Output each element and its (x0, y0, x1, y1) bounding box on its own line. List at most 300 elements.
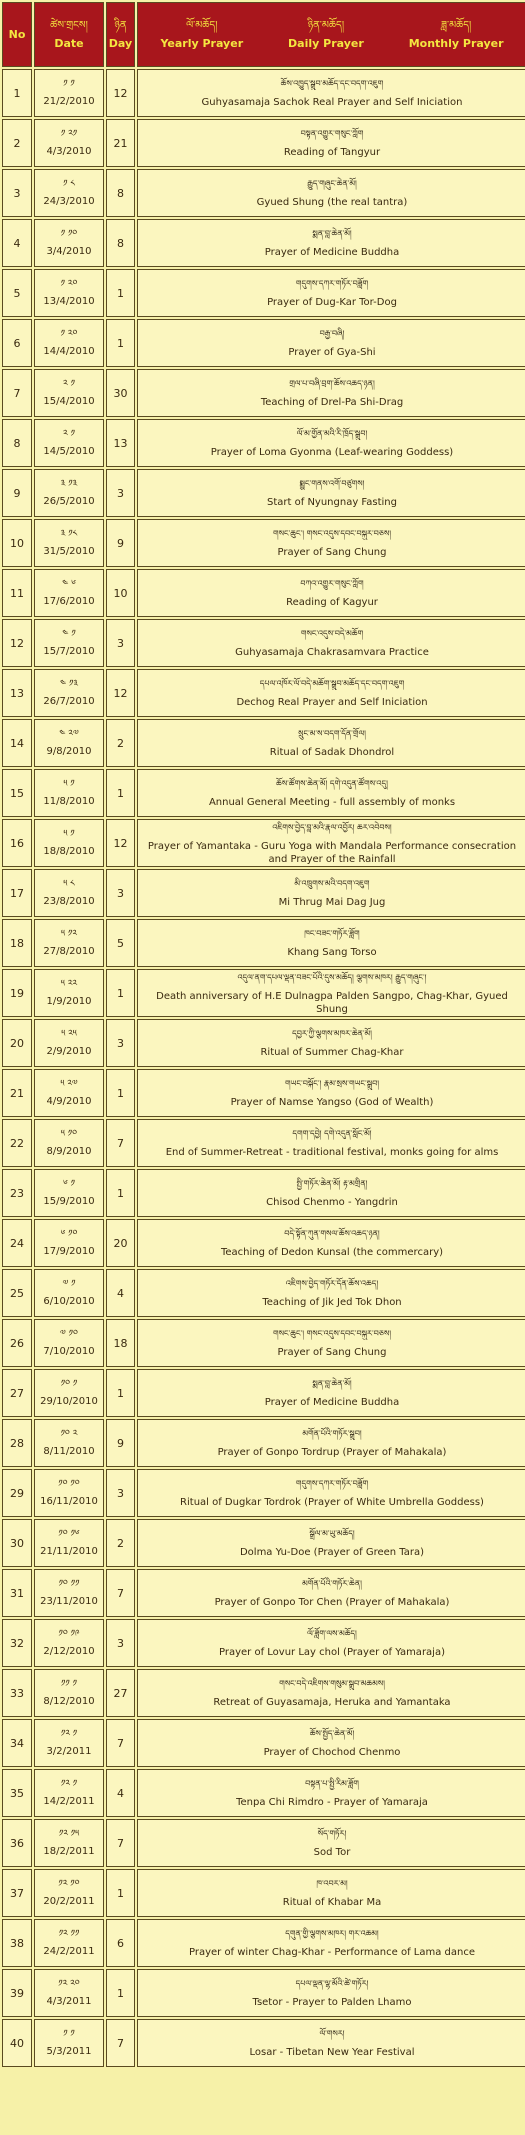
row-date (34, 1719, 104, 1767)
row-date (34, 319, 104, 367)
header-row (2, 2, 525, 67)
row-days: 8 (106, 219, 135, 267)
row-prayer (137, 1669, 525, 1717)
row-western-date: 5/3/2011 (46, 2046, 92, 2057)
row-prayer-english: Teaching of Dedon Kunsal (the commercary) (220, 1247, 444, 1258)
row-tibetan-date: ༡༢ ༡ (60, 1779, 78, 1789)
row-days: 1 (106, 1369, 135, 1417)
row-tibetan-date: ༡ ༡༠ (60, 229, 78, 239)
row-western-date: 2/9/2010 (46, 1046, 92, 1057)
row-prayer (137, 119, 525, 167)
row-days: 21 (106, 119, 135, 167)
row-tibetan-date: ༥ ༨ (63, 879, 75, 889)
row-western-date: 23/8/2010 (43, 896, 95, 907)
table-row (2, 1519, 525, 1567)
row-tibetan-date: ༡༠ ༡༦ (58, 1529, 80, 1539)
row-prayer (137, 519, 525, 567)
row-number: 19 (2, 969, 32, 1017)
table-row (2, 1019, 525, 1067)
header-yearly: ལོ་མཆོད། Yearly Prayer (160, 19, 244, 50)
row-western-date: 14/5/2010 (43, 446, 95, 457)
row-prayer-english: Prayer of Gonpo Tor Chen (Prayer of Mahakala) (214, 1597, 450, 1608)
table-row (2, 469, 525, 517)
row-prayer-tibetan: ལོ་གསར། (319, 2029, 345, 2038)
row-western-date: 13/4/2010 (43, 296, 95, 307)
row-date (34, 819, 104, 867)
table-row (2, 1069, 525, 1117)
row-tibetan-date: ༡༠ ༡༡ (58, 1579, 80, 1589)
row-date (34, 219, 104, 267)
row-number: 31 (2, 1569, 32, 1617)
table-row (2, 1169, 525, 1217)
row-western-date: 8/9/2010 (46, 1146, 92, 1157)
row-prayer-english: Reading of Kagyur (286, 597, 378, 608)
row-prayer-tibetan: གདུགས་དཀར་གཏོར་བཟློག (295, 279, 369, 288)
row-prayer-tibetan: ཁང་བཟང་གཏོར་ཟློག (304, 929, 360, 938)
row-number: 4 (2, 219, 32, 267)
table-body (2, 69, 525, 2067)
row-western-date: 24/3/2010 (43, 196, 95, 207)
row-number: 29 (2, 1469, 32, 1517)
row-days: 3 (106, 869, 135, 917)
row-prayer-tibetan: བརྒྱ་བཞི། (319, 329, 345, 338)
row-western-date: 7/10/2010 (43, 1346, 95, 1357)
row-prayer-english: Prayer of Namse Yangso (God of Wealth) (230, 1097, 434, 1108)
row-number: 40 (2, 2019, 32, 2067)
row-western-date: 18/8/2010 (43, 846, 95, 857)
row-prayer-tibetan: སྨན་བླ་ཆེན་མོ། (312, 1379, 352, 1388)
table-row (2, 69, 525, 117)
row-tibetan-date: ༢ ༡ (63, 429, 75, 439)
table-row (2, 1319, 525, 1367)
row-western-date: 1/9/2010 (46, 996, 92, 1007)
row-days: 2 (106, 1519, 135, 1567)
row-date (34, 519, 104, 567)
row-prayer-english: Khang Sang Torso (287, 947, 377, 958)
header-prayer (137, 2, 525, 67)
row-prayer-english: Start of Nyungnay Fasting (267, 497, 397, 508)
header-daily: ཉིན་མཆོད། Daily Prayer (288, 19, 364, 50)
row-western-date: 31/5/2010 (43, 546, 95, 557)
row-date (34, 1419, 104, 1467)
row-prayer (137, 1219, 525, 1267)
row-prayer-english: Mi Thrug Mai Dag Jug (278, 897, 386, 908)
row-days: 8 (106, 169, 135, 217)
row-number: 34 (2, 1719, 32, 1767)
row-western-date: 17/6/2010 (43, 596, 95, 607)
row-prayer-tibetan: མགོན་པོའི་གཏོར་སྒྲུབ། (302, 1429, 362, 1438)
row-date (34, 269, 104, 317)
row-prayer (137, 1019, 525, 1067)
row-prayer-english: Tsetor - Prayer to Palden Lhamo (252, 1997, 412, 2008)
row-number: 32 (2, 1619, 32, 1667)
row-prayer-english: Guhyasamaja Sachok Real Prayer and Self Iniciation (201, 97, 463, 108)
row-prayer-english: Prayer of Loma Gyonma (Leaf-wearing Goddess) (210, 447, 454, 458)
row-date (34, 1769, 104, 1817)
row-tibetan-date: ༥ ༡༠ (60, 1129, 78, 1139)
row-days: 6 (106, 1919, 135, 1967)
table-row (2, 269, 525, 317)
row-prayer-english: Prayer of Chochod Chenmo (263, 1747, 401, 1758)
row-prayer-tibetan: གྲལ་པ་བཞི་བྲག་ཆོས་འཆད་ཉན། (289, 379, 375, 388)
row-number: 33 (2, 1669, 32, 1717)
row-days: 1 (106, 1969, 135, 2017)
row-prayer-tibetan: གཡང་བསྐོང་། རྣམ་སྲས་གཡང་སྒྲུབ། (284, 1079, 379, 1088)
row-date (34, 1669, 104, 1717)
row-prayer-english: Ritual of Khabar Ma (282, 1897, 382, 1908)
row-prayer (137, 869, 525, 917)
row-days: 3 (106, 469, 135, 517)
table-row (2, 1419, 525, 1467)
header-monthly: ཟླ་མཆོད། Monthly Prayer (408, 19, 504, 50)
row-days: 5 (106, 919, 135, 967)
row-prayer-tibetan: བཀའ་འགྱུར་གསུང་ཀློག (300, 579, 364, 588)
row-prayer-english: Prayer of Medicine Buddha (264, 1397, 400, 1408)
row-western-date: 4/9/2010 (46, 1096, 92, 1107)
row-date (34, 1969, 104, 2017)
row-number: 12 (2, 619, 32, 667)
row-prayer-tibetan: འཇིགས་བྱེད་བླ་མའི་རྣལ་འབྱོར། ཆར་འབེབས། (272, 822, 392, 832)
row-prayer-tibetan: སྲུང་མ་ས་བདག་དོན་གྲོལ། (298, 729, 366, 738)
row-date (34, 569, 104, 617)
row-days: 1 (106, 319, 135, 367)
row-prayer-tibetan: གསང་བདེ་འཇིགས་གསུམ་སྒྲུབ་མཆམས། (279, 1679, 385, 1688)
row-tibetan-date: ༢ ༡ (63, 379, 75, 389)
row-prayer-tibetan: བསྟན་འགྱུར་གསུང་ཀློག (300, 129, 364, 138)
row-tibetan-date: ༡ ༢༡ (60, 129, 78, 139)
row-tibetan-date: ༡ ༢༠ (60, 279, 78, 289)
row-western-date: 16/11/2010 (40, 1496, 98, 1507)
table-row (2, 1219, 525, 1267)
row-prayer-tibetan: བདེ་སྟོན་ཀུན་གསལ་ཆོས་འཆད་ཉན། (284, 1229, 380, 1238)
row-prayer-tibetan: སྤྱི་གཏོར་ཆེན་མོ། རྟ་མགྲིན། (296, 1179, 368, 1188)
row-prayer (137, 169, 525, 217)
row-prayer (137, 1869, 525, 1917)
header-date: ཚེས་གྲངས། Date (34, 2, 104, 67)
row-prayer (137, 69, 525, 117)
row-prayer-english: Guhyasamaja Chakrasamvara Practice (235, 647, 429, 658)
table-row (2, 169, 525, 217)
row-prayer (137, 619, 525, 667)
table-row (2, 1819, 525, 1867)
row-prayer-tibetan: མགོན་པོའི་གཏོར་ཆེན། (302, 1579, 362, 1588)
row-western-date: 26/5/2010 (43, 496, 95, 507)
row-prayer-tibetan: ཁ་འབར་མ། (316, 1879, 348, 1888)
row-days: 9 (106, 1419, 135, 1467)
row-prayer-english: Losar - Tibetan New Year Festival (249, 2047, 415, 2058)
row-tibetan-date: ༥ ༢༧ (60, 1079, 78, 1089)
row-prayer (137, 669, 525, 717)
row-tibetan-date: ༡༠ ༡ (60, 1379, 78, 1389)
row-prayer (137, 1419, 525, 1467)
table-row (2, 1769, 525, 1817)
row-prayer-tibetan: བསྟན་པ་སྤྱི་རིམ་ཟློག (305, 1779, 359, 1788)
row-prayer (137, 1769, 525, 1817)
row-prayer-english: Annual General Meeting - full assembly of monks (208, 797, 456, 808)
table-row (2, 2019, 525, 2067)
table-row (2, 1669, 525, 1717)
row-western-date: 2/12/2010 (43, 1646, 95, 1657)
row-prayer-tibetan: ལོ་མ་གྱོན་མའི་རི་ཁྲོད་སྒྲུབ། (296, 429, 368, 438)
table-row (2, 1919, 525, 1967)
row-western-date: 6/10/2010 (43, 1296, 95, 1307)
row-days: 1 (106, 769, 135, 817)
row-days: 10 (106, 569, 135, 617)
row-western-date: 26/7/2010 (43, 696, 95, 707)
row-days: 3 (106, 1019, 135, 1067)
row-prayer (137, 1269, 525, 1317)
row-western-date: 15/4/2010 (43, 396, 95, 407)
row-prayer (137, 1619, 525, 1667)
row-number: 38 (2, 1919, 32, 1967)
row-prayer-tibetan: ཆོས་སྤྱོད་ཆེན་མོ། (309, 1729, 355, 1738)
table-row (2, 419, 525, 467)
row-prayer (137, 1569, 525, 1617)
row-days: 4 (106, 1269, 135, 1317)
row-western-date: 23/11/2010 (40, 1596, 98, 1607)
row-prayer-tibetan: འཇིགས་བྱེད་གཏོར་དོན་ཆོས་འཆད། (285, 1279, 379, 1288)
table-row (2, 1619, 525, 1667)
table-row (2, 1869, 525, 1917)
row-tibetan-date: ༡ ༡ (63, 2029, 75, 2039)
row-prayer (137, 1069, 525, 1117)
row-prayer-english: Prayer of Gya-Shi (288, 347, 376, 358)
row-number: 14 (2, 719, 32, 767)
row-date (34, 769, 104, 817)
row-date (34, 1869, 104, 1917)
row-date (34, 869, 104, 917)
row-prayer-english: Gyued Shung (the real tantra) (256, 197, 408, 208)
row-date (34, 619, 104, 667)
row-prayer-tibetan: མི་འཁྲུགས་མའི་བདག་འཇུག (294, 879, 370, 888)
row-number: 6 (2, 319, 32, 367)
row-days: 7 (106, 1569, 135, 1617)
row-number: 5 (2, 269, 32, 317)
row-western-date: 21/11/2010 (40, 1546, 98, 1557)
row-date (34, 919, 104, 967)
row-prayer-tibetan: གདུགས་དཀར་གཏོར་བཟློག (295, 1479, 369, 1488)
row-prayer-english: End of Summer-Retreat - traditional festival, monks going for alms (165, 1147, 499, 1158)
row-prayer (137, 1369, 525, 1417)
row-prayer-english: Teaching of Drel-Pa Shi-Drag (260, 397, 404, 408)
row-prayer-english: Teaching of Jik Jed Tok Dhon (262, 1297, 402, 1308)
row-prayer-english: Prayer of Sang Chung (277, 1347, 387, 1358)
row-tibetan-date: ༥ ༡ (63, 779, 75, 789)
row-prayer (137, 419, 525, 467)
row-days: 1 (106, 269, 135, 317)
row-days: 3 (106, 1619, 135, 1667)
row-prayer-english: Prayer of winter Chag-Khar - Performance of Lama dance (188, 1947, 475, 1958)
row-prayer-tibetan: ཆོས་འཁྱུད་སྒྲུབ་མཆོད་དང་བདག་འཇུག (280, 79, 384, 88)
table-row (2, 969, 525, 1017)
row-number: 13 (2, 669, 32, 717)
row-date (34, 669, 104, 717)
row-prayer-english: Ritual of Sadak Dhondrol (269, 747, 395, 758)
row-tibetan-date: ༤ ༡༣ (59, 679, 79, 689)
row-prayer-tibetan: སྒྲོལ་མ་ཡུ་མཆོད། (309, 1529, 355, 1538)
row-days: 1 (106, 1869, 135, 1917)
row-number: 7 (2, 369, 32, 417)
row-prayer-english: Reading of Tangyur (283, 147, 381, 158)
row-days: 27 (106, 1669, 135, 1717)
row-number: 10 (2, 519, 32, 567)
row-date (34, 1269, 104, 1317)
row-prayer-english: Dechog Real Prayer and Self Iniciation (236, 697, 428, 708)
row-number: 16 (2, 819, 32, 867)
row-number: 11 (2, 569, 32, 617)
table-row (2, 719, 525, 767)
row-prayer-tibetan: དགུན་གྱི་ལྕགས་མཁར། གར་འཆམ། (285, 1929, 379, 1938)
row-number: 39 (2, 1969, 32, 2017)
row-tibetan-date: ༡༢ ༡ (60, 1729, 78, 1739)
row-prayer (137, 969, 525, 1017)
row-prayer-english: Tenpa Chi Rimdro - Prayer of Yamaraja (236, 1797, 428, 1808)
row-prayer-tibetan: རྒྱུད་གཞུང་ཆེན་མོ། (307, 179, 357, 188)
row-days: 3 (106, 619, 135, 667)
row-prayer-english: Prayer of Lovur Lay chol (Prayer of Yamaraja) (219, 1647, 445, 1658)
row-western-date: 17/9/2010 (43, 1246, 95, 1257)
row-date (34, 1319, 104, 1367)
row-tibetan-date: ༡ ༨ (63, 179, 75, 189)
row-date (34, 1619, 104, 1667)
row-days: 3 (106, 1469, 135, 1517)
row-tibetan-date: ༧ ༡ (62, 1279, 76, 1289)
row-prayer-tibetan: དགག་དབྱེ། དགེ་འདུན་སློང་མོ། (292, 1129, 372, 1138)
row-prayer (137, 819, 525, 867)
row-prayer-english: Prayer of Gonpo Tordrup (Prayer of Mahakala) (217, 1447, 447, 1458)
table-row (2, 519, 525, 567)
row-western-date: 11/8/2010 (43, 796, 95, 807)
row-date (34, 1019, 104, 1067)
row-prayer (137, 469, 525, 517)
row-tibetan-date: ༡༢ ༡༠ (58, 1879, 80, 1889)
table-row (2, 1369, 525, 1417)
row-days: 13 (106, 419, 135, 467)
row-tibetan-date: ༡༡ ༡ (61, 1679, 77, 1689)
row-date (34, 2019, 104, 2067)
row-prayer-tibetan: གསང་ཆུང་། གསང་འདུས་དབང་བསྐུར་བཅས། (272, 1329, 392, 1338)
row-prayer (137, 769, 525, 817)
row-western-date: 3/4/2010 (46, 246, 92, 257)
row-prayer-english: Chisod Chenmo - Yangdrin (266, 1197, 398, 1208)
row-prayer (137, 1519, 525, 1567)
table-row (2, 219, 525, 267)
row-number: 17 (2, 869, 32, 917)
row-date (34, 369, 104, 417)
header-day: ཉིན Day (106, 2, 135, 67)
row-days: 12 (106, 669, 135, 717)
row-number: 3 (2, 169, 32, 217)
row-tibetan-date: ༡༢ ༡༥ (58, 1829, 80, 1839)
row-prayer-tibetan: སོད་གཏོར། (317, 1829, 347, 1838)
row-tibetan-date: ༡༠ ༢ (60, 1429, 78, 1439)
row-tibetan-date: ༤ ༢༧ (59, 729, 79, 739)
row-days: 9 (106, 519, 135, 567)
row-prayer (137, 219, 525, 267)
row-days: 7 (106, 2019, 135, 2067)
row-tibetan-date: ༤ ༡ (62, 629, 76, 639)
row-prayer-tibetan: དཔལ་འཁོར་ལོ་བདེ་མཆོག་སྒྲུབ་མཆོད་དང་བདག་འཇུག (259, 679, 405, 688)
row-prayer (137, 569, 525, 617)
row-days: 7 (106, 1719, 135, 1767)
row-number: 8 (2, 419, 32, 467)
table-row (2, 569, 525, 617)
row-date (34, 1569, 104, 1617)
row-number: 21 (2, 1069, 32, 1117)
table-row (2, 819, 525, 867)
row-western-date: 21/2/2010 (43, 96, 95, 107)
row-tibetan-date: ༥ ༢༥ (61, 1029, 77, 1039)
row-tibetan-date: ༣ ༡༨ (60, 529, 78, 539)
row-prayer (137, 319, 525, 367)
row-number: 26 (2, 1319, 32, 1367)
row-prayer-english: Retreat of Guyasamaja, Heruka and Yamantaka (213, 1697, 451, 1708)
row-prayer-english: Dolma Yu-Doe (Prayer of Green Tara) (239, 1547, 425, 1558)
row-tibetan-date: ༧ ༡༠ (60, 1329, 78, 1339)
row-date (34, 1919, 104, 1967)
row-number: 9 (2, 469, 32, 517)
row-tibetan-date: ༡ ༢༠ (60, 329, 78, 339)
row-tibetan-date: ༤ ༦ (62, 579, 76, 589)
row-prayer (137, 1919, 525, 1967)
row-prayer-english: Sod Tor (313, 1847, 351, 1858)
row-date (34, 1069, 104, 1117)
row-prayer (137, 1719, 525, 1767)
row-prayer-tibetan: འདུལ་ནག་དཔལ་ལྡན་བཟང་པོའི་དུས་མཆོད། ལྕགས་མཁར། རྒྱུད་གཞུང་། (237, 972, 427, 982)
row-days: 4 (106, 1769, 135, 1817)
row-prayer (137, 919, 525, 967)
row-days: 18 (106, 1319, 135, 1367)
row-number: 30 (2, 1519, 32, 1567)
row-prayer-tibetan: སྨྱུང་གནས་འགོ་བཙུགས། (299, 479, 365, 488)
row-number: 37 (2, 1869, 32, 1917)
row-prayer-english: Prayer of Yamantaka - Guru Yoga with Mandala Performance consecration and Prayer of the Rainfall (147, 840, 517, 865)
row-western-date: 4/3/2011 (46, 1996, 92, 2007)
row-number: 20 (2, 1019, 32, 1067)
row-tibetan-date: ༡༠ ༡༠ (58, 1479, 80, 1489)
row-prayer-english: Prayer of Medicine Buddha (264, 247, 400, 258)
row-date (34, 1169, 104, 1217)
row-tibetan-date: ༦ ༡༠ (60, 1229, 78, 1239)
row-date (34, 119, 104, 167)
table-row (2, 319, 525, 367)
row-number: 15 (2, 769, 32, 817)
row-western-date: 4/3/2010 (46, 146, 92, 157)
row-western-date: 27/8/2010 (43, 946, 95, 957)
row-prayer-tibetan: སྨན་བླ་ཆེན་མོ། (312, 229, 352, 238)
row-number: 22 (2, 1119, 32, 1167)
row-prayer-english: Death anniversary of H.E Dulnagpa Palden Sangpo, Chag-Khar, Gyued Shung (156, 990, 508, 1015)
row-number: 24 (2, 1219, 32, 1267)
row-tibetan-date: ༥ ༡ (63, 829, 75, 839)
table-row (2, 1969, 525, 2017)
row-number: 2 (2, 119, 32, 167)
row-western-date: 14/2/2011 (43, 1796, 95, 1807)
table-row (2, 1569, 525, 1617)
row-date (34, 69, 104, 117)
table-row (2, 1719, 525, 1767)
row-days: 1 (106, 969, 135, 1017)
row-prayer (137, 719, 525, 767)
table-row (2, 1119, 525, 1167)
table-row (2, 669, 525, 717)
row-prayer (137, 1119, 525, 1167)
row-tibetan-date: ༣ ༡༣ (60, 479, 78, 489)
row-date (34, 1819, 104, 1867)
row-date (34, 1519, 104, 1567)
row-prayer (137, 1169, 525, 1217)
row-western-date: 20/2/2011 (43, 1896, 95, 1907)
